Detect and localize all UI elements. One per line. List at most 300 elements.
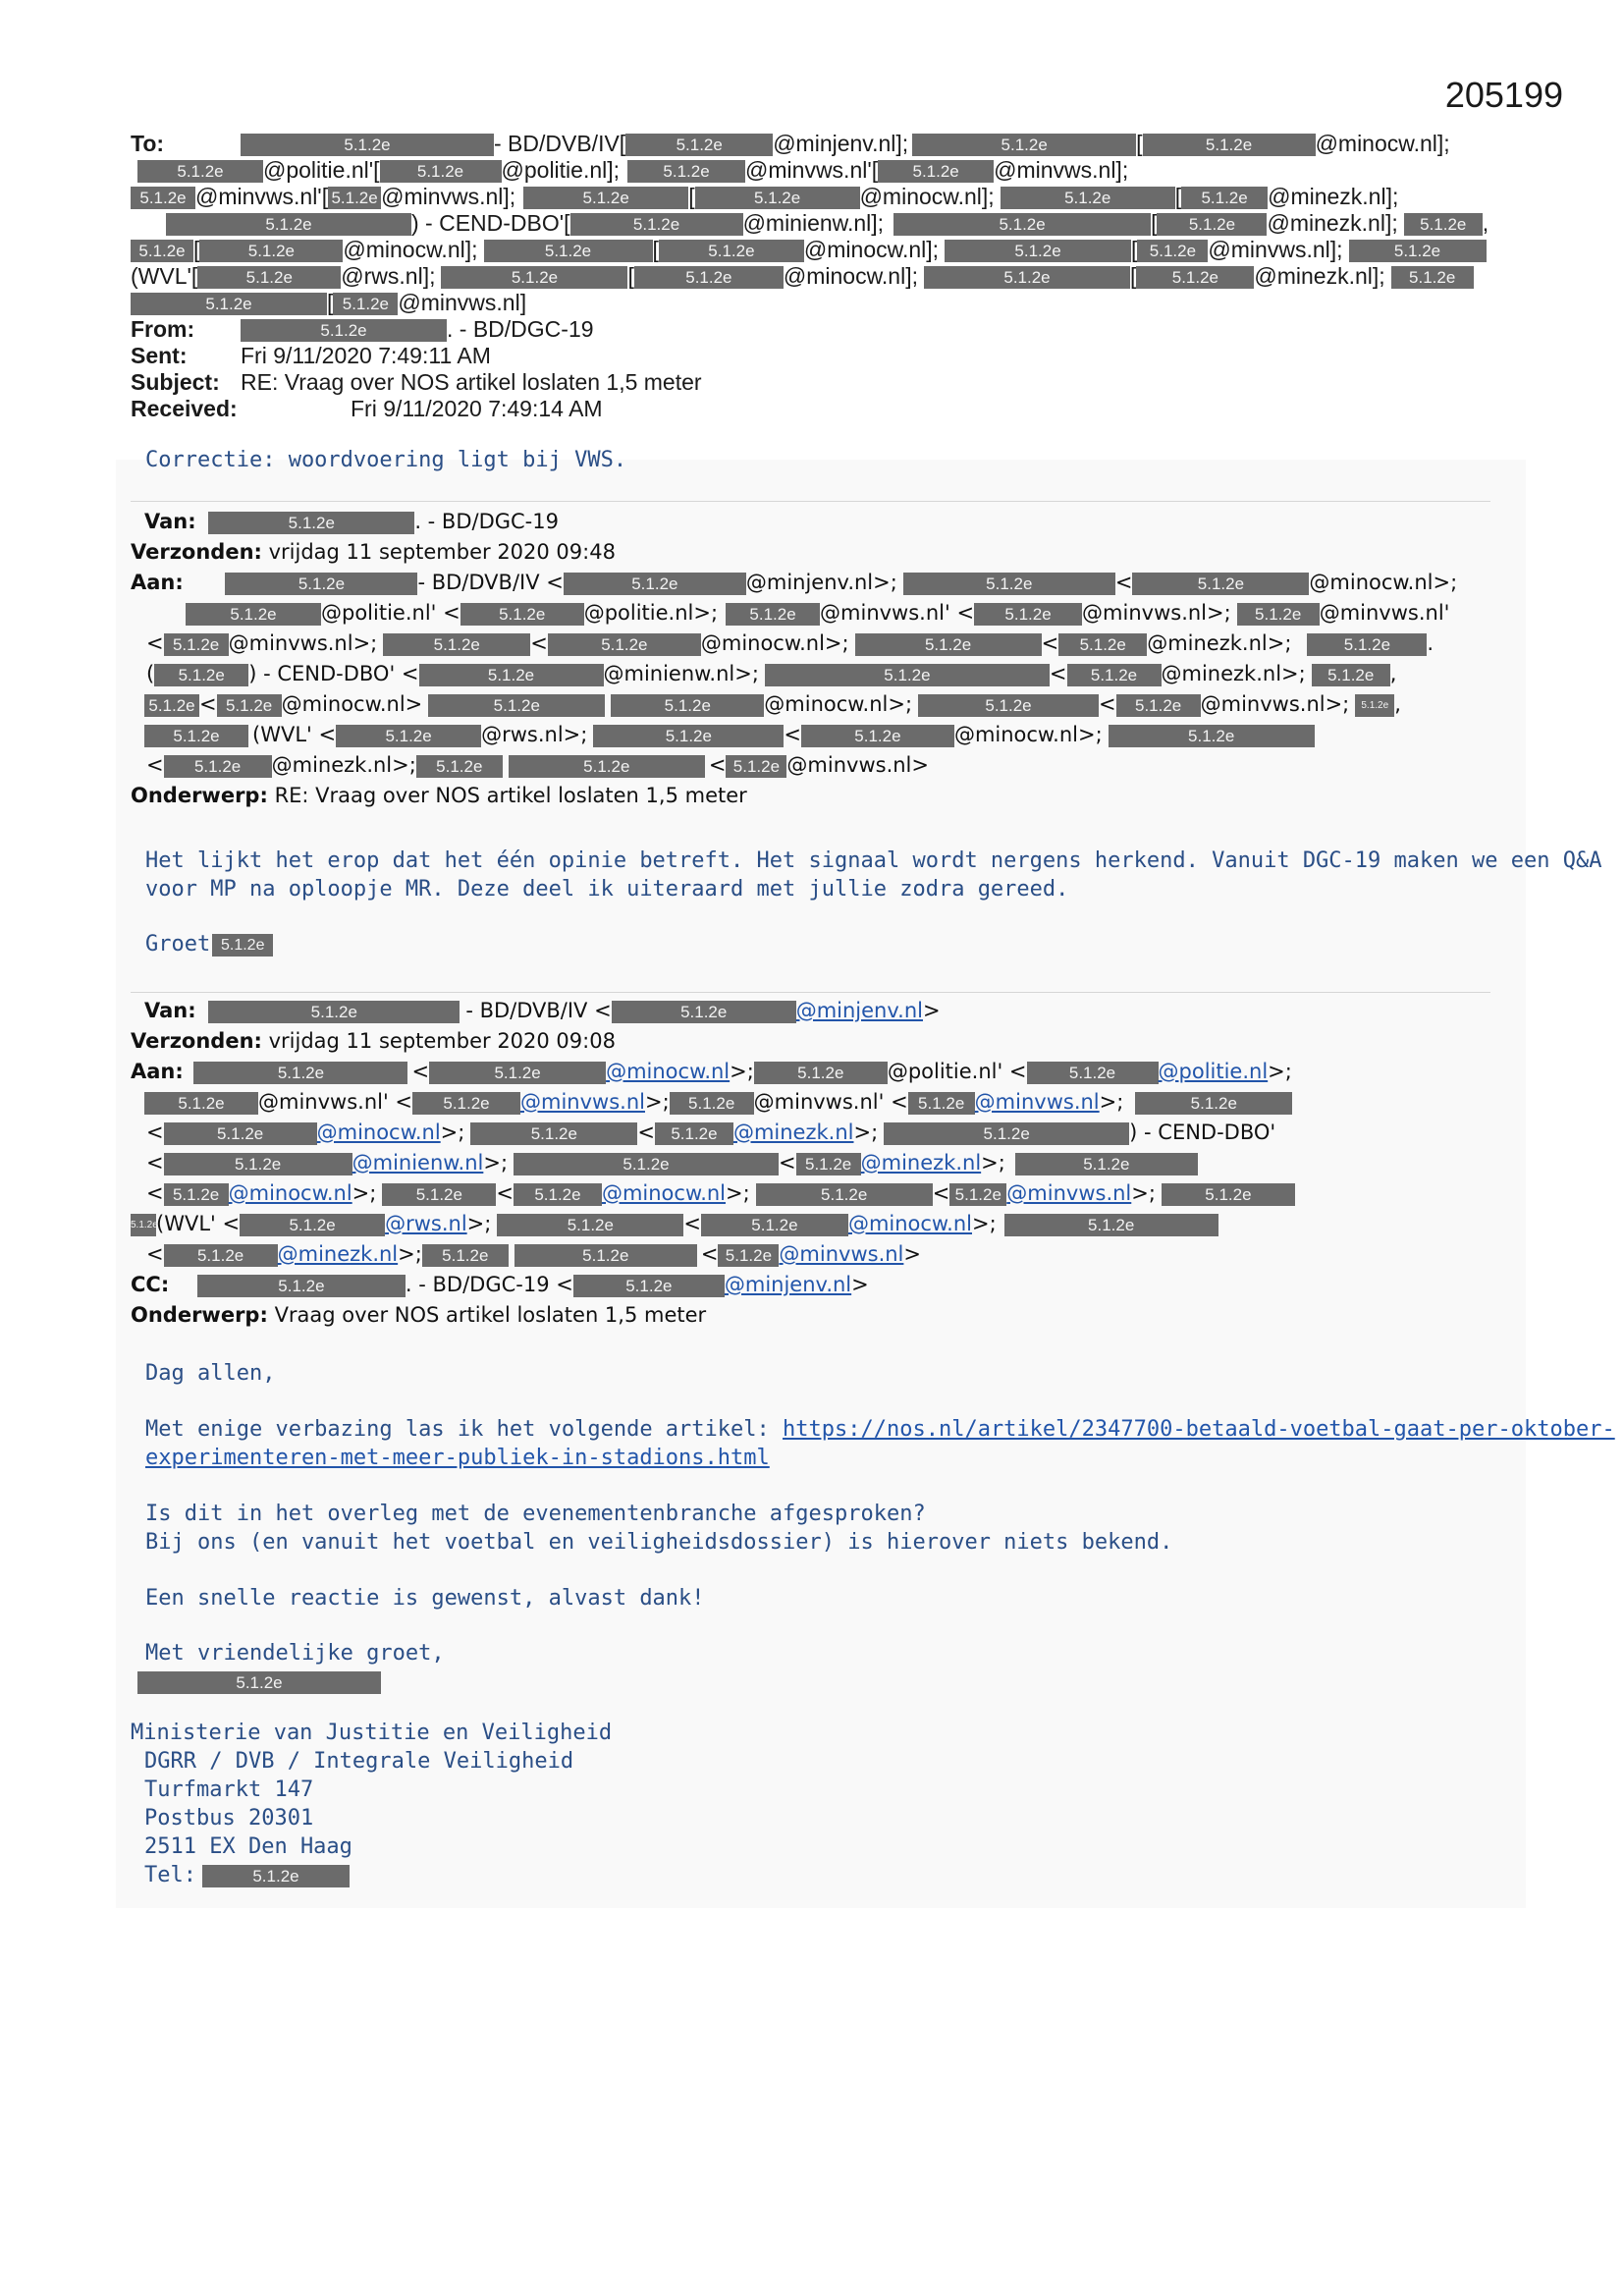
redaction: 5.1.2e — [144, 725, 248, 747]
recipient-text: >; — [1131, 1181, 1156, 1205]
recipient-text: < — [530, 631, 548, 655]
onderwerp-value: Vraag over NOS artikel loslaten 1,5 meter — [274, 1303, 707, 1327]
redaction: 5.1.2e — [1391, 266, 1474, 289]
aan-row — [131, 1209, 1505, 1239]
recipient-text: >; — [644, 1090, 670, 1114]
redaction: 5.1.2e — [202, 1865, 350, 1887]
redaction: 5.1.2e — [382, 1183, 496, 1206]
recipient-text: ) - CEND-DBO'[ — [411, 210, 570, 236]
aan-row — [131, 689, 1505, 720]
redaction: 5.1.2e — [625, 134, 773, 156]
recipient-text: [ — [1151, 210, 1158, 236]
redaction: 5.1.2e — [497, 1214, 683, 1236]
to-row — [131, 210, 1510, 237]
redaction: 5.1.2e — [1349, 240, 1487, 262]
redaction: 5.1.2e — [924, 266, 1130, 289]
redaction: 5.1.2e — [1015, 1153, 1198, 1175]
recipient-text: @minocw.nl]; — [783, 263, 918, 289]
signature-street: Turfmarkt 147 — [144, 1777, 314, 1802]
redaction: 5.1.2e — [131, 187, 195, 209]
recipient-text: >; — [730, 1060, 754, 1083]
redaction: 5.1.2e — [164, 1183, 229, 1206]
redaction: 5.1.2e — [570, 213, 743, 236]
redaction: 5.1.2e — [514, 1244, 697, 1267]
redaction: 5.1.2e — [429, 1062, 606, 1084]
redaction: 5.1.2e — [131, 240, 193, 262]
email-link[interactable]: @minvws.nl — [974, 1090, 1100, 1114]
redaction: 5.1.2e — [912, 134, 1136, 156]
email-link[interactable]: @minezk.nl — [732, 1121, 854, 1144]
recipient-text: >; — [440, 1121, 465, 1144]
recipient-text: @minezk.nl>; — [1147, 631, 1292, 655]
redaction: 5.1.2e — [1312, 664, 1390, 686]
divider — [131, 992, 1490, 993]
redaction: 5.1.2e — [1181, 187, 1268, 209]
recipient-text: @minocw.nl> — [281, 692, 423, 716]
to-row — [131, 131, 1510, 157]
redaction: 5.1.2e — [627, 160, 745, 183]
recipient-text: @minezk.nl]; — [1268, 184, 1399, 209]
recipient-text: @minezk.nl]; — [1254, 263, 1385, 289]
paragraph-1 — [145, 1415, 1615, 1444]
recipient-text: @minienw.nl]; — [742, 210, 885, 236]
recipient-text: >; — [352, 1181, 377, 1205]
recipient-text: @minvws.nl> — [786, 753, 929, 777]
redaction: 5.1.2e — [754, 1062, 888, 1084]
recipient-text: [ — [688, 184, 695, 209]
recipient-text: [ — [1174, 184, 1182, 209]
redaction: 5.1.2e — [419, 664, 604, 686]
redaction: 5.1.2e — [655, 1122, 733, 1145]
redaction: 5.1.2e — [199, 240, 343, 262]
recipient-text: < — [637, 1121, 655, 1144]
email-link[interactable]: @rws.nl — [385, 1212, 467, 1235]
recipient-text: @minocw.nl]; — [859, 184, 995, 209]
message-body-3 — [145, 1359, 1615, 1696]
redaction: 5.1.2e — [197, 266, 341, 289]
redaction: 5.1.2e — [1067, 664, 1162, 686]
sender-name-row — [145, 1667, 1615, 1696]
redaction: 5.1.2e — [908, 1092, 975, 1115]
redaction: 5.1.2e — [164, 755, 272, 778]
redaction: 5.1.2e — [164, 633, 229, 656]
recipient-text: [ — [193, 237, 200, 262]
to-row — [131, 237, 1510, 263]
aan-row — [131, 1118, 1505, 1148]
redaction: 5.1.2e — [1109, 725, 1315, 747]
recipient-text: - BD/DVB/IV[ — [494, 131, 626, 156]
verzonden-label: Verzonden: — [131, 1029, 262, 1053]
van-value: - BD/DVB/IV < — [465, 999, 612, 1022]
email-link[interactable]: @minjenv.nl — [724, 1273, 852, 1296]
redaction: 5.1.2e — [1136, 266, 1254, 289]
redaction: 5.1.2e — [336, 725, 481, 747]
redaction: 5.1.2e — [1162, 1183, 1295, 1206]
email-link[interactable]: @minvws.nl — [779, 1242, 904, 1266]
redaction: 5.1.2e — [573, 1275, 725, 1297]
redaction: 5.1.2e — [1004, 1214, 1218, 1236]
redaction: 5.1.2e — [241, 134, 494, 156]
redaction: 5.1.2e — [208, 512, 414, 534]
redaction: 5.1.2e — [137, 160, 263, 183]
p1-text: Met enige verbazing las ik het volgende artikel: — [145, 1417, 784, 1442]
recipient-text: ) - CEND-DBO' < — [248, 662, 419, 685]
redaction: 5.1.2e — [974, 603, 1082, 626]
p2-line: Bij ons (en vanuit het voetbal en veiligheidsdossier) is hierover niets bekend. — [145, 1530, 1173, 1555]
recipient-text: (WVL'[ — [131, 263, 198, 289]
recipient-text: (WVL' < — [156, 1212, 241, 1235]
verzonden-value: vrijdag 11 september 2020 09:08 — [268, 1029, 616, 1053]
redaction: 5.1.2e — [1001, 187, 1175, 209]
onderwerp-label: Onderwerp: — [131, 784, 268, 807]
aan-row — [131, 568, 1505, 598]
redaction: 5.1.2e — [701, 1214, 848, 1236]
recipient-text: @minvws.nl] — [398, 290, 527, 315]
recipient-text: @minvws.nl' < — [820, 601, 975, 625]
recipient-text: . — [1427, 631, 1435, 655]
aan-row — [131, 629, 1505, 659]
recipient-text: - BD/DVB/IV < — [417, 571, 564, 594]
redaction: 5.1.2e — [1137, 240, 1208, 262]
aan-row — [131, 720, 1505, 750]
closing: Met vriendelijke groet, — [145, 1641, 445, 1666]
recipient-text: @minvws.nl>; — [1200, 692, 1350, 716]
article-link[interactable]: https://nos.nl/artikel/2347700-betaald-voetbal-gaat-per-oktober- — [783, 1417, 1615, 1442]
recipient-text: < — [1099, 692, 1116, 716]
redaction: 5.1.2e — [484, 240, 653, 262]
redaction: 5.1.2e — [328, 187, 381, 209]
recipient-text: < — [146, 1151, 164, 1175]
to-label: To: — [131, 131, 165, 156]
recipient-text: < — [779, 1151, 796, 1175]
redaction: 5.1.2e — [1116, 694, 1201, 717]
redaction: 5.1.2e — [144, 1092, 258, 1115]
recipient-text: @politie.nl]; — [501, 157, 621, 183]
redaction: 5.1.2e — [193, 1062, 407, 1084]
redaction: 5.1.2e — [225, 573, 417, 595]
redaction: 5.1.2e — [514, 1153, 779, 1175]
redaction: 5.1.2e — [564, 573, 746, 595]
from-row — [131, 316, 1510, 343]
message-header-2 — [131, 507, 1505, 811]
redaction: 5.1.2e — [514, 1183, 602, 1206]
redaction: 5.1.2e — [523, 187, 688, 209]
redaction: 5.1.2e — [1027, 1062, 1159, 1084]
signature-org: Ministerie van Justitie en Veiligheid — [131, 1721, 613, 1745]
recipient-text: @minjenv.nl>; — [745, 571, 897, 594]
recipient-text: @minvws.nl' < — [258, 1090, 413, 1114]
redaction: 5.1.2e — [634, 266, 784, 289]
recipient-text: @minienw.nl>; — [603, 662, 759, 685]
redaction: 5.1.2e — [945, 240, 1131, 262]
email-link[interactable]: @minocw.nl — [606, 1060, 731, 1083]
sent-value: Fri 9/11/2020 7:49:11 AM — [241, 343, 491, 368]
recipient-text: @minocw.nl>; — [1309, 571, 1458, 594]
redaction: 5.1.2e — [903, 573, 1115, 595]
aan-row — [131, 1178, 1505, 1209]
from-value: . - BD/DGC-19 — [447, 316, 594, 342]
redaction: 5.1.2e — [1058, 633, 1147, 656]
recipient-text: @minocw.nl]; — [803, 237, 940, 262]
recipient-text: < — [146, 753, 164, 777]
redaction: 5.1.2e — [1237, 603, 1320, 626]
email-link[interactable]: @minvws.nl — [1006, 1181, 1132, 1205]
redaction: 5.1.2e — [412, 1092, 520, 1115]
cc-row — [131, 1270, 1505, 1300]
verzonden-row — [131, 1026, 1505, 1057]
subject-label: Subject: — [131, 369, 220, 395]
redaction: 5.1.2e — [240, 1214, 385, 1236]
redaction: 5.1.2e — [137, 1671, 381, 1694]
recipient-text: < — [496, 1181, 514, 1205]
redaction: 5.1.2e — [131, 293, 327, 315]
subject-row — [131, 369, 1510, 396]
redaction: 5.1.2e — [695, 187, 860, 209]
email-link[interactable]: @minvws.nl — [520, 1090, 645, 1114]
email-link[interactable]: @minjenv.nl — [795, 999, 923, 1022]
redaction: 5.1.2e — [164, 1153, 352, 1175]
recipient-text: < — [708, 753, 727, 777]
redaction: 5.1.2e — [428, 694, 605, 717]
recipient-text: >; — [466, 1212, 492, 1235]
sent-label: Sent: — [131, 343, 188, 368]
article-link[interactable]: experimenteren-met-meer-publiek-in-stadions.html — [145, 1446, 770, 1470]
email-link[interactable]: @minocw.nl — [228, 1181, 352, 1205]
redaction: 5.1.2e — [1404, 213, 1483, 236]
recipient-text: , — [1394, 692, 1401, 716]
p2-line: Is dit in het overleg met de evenementenbranche afgesproken? — [145, 1502, 926, 1526]
recipient-text: [ — [627, 263, 634, 289]
redaction: 5.1.2e — [659, 240, 804, 262]
redaction: 5.1.2e — [878, 160, 994, 183]
recipient-text: @politie.nl>; — [583, 601, 719, 625]
cc-end: > — [851, 1273, 869, 1296]
aan-label: Aan: — [131, 1060, 184, 1083]
recipient-text: ( — [146, 662, 155, 685]
redaction: 5.1.2e — [548, 633, 701, 656]
recipient-text: @politie.nl' < — [887, 1060, 1027, 1083]
redaction: 5.1.2e — [670, 1092, 754, 1115]
salutation: Dag allen, — [145, 1361, 276, 1386]
recipient-text: [ — [1136, 131, 1143, 156]
recipient-text: < — [700, 1242, 719, 1266]
recipient-text: @minvws.nl' < — [753, 1090, 908, 1114]
aan-row — [131, 659, 1505, 689]
recipient-text: [ — [1130, 263, 1137, 289]
redaction: 5.1.2e — [441, 266, 627, 289]
divider — [131, 501, 1490, 502]
recipient-text: < — [411, 1060, 430, 1083]
to-row — [131, 157, 1510, 184]
email-link[interactable]: @minocw.nl — [847, 1212, 972, 1235]
onderwerp-value: RE: Vraag over NOS artikel loslaten 1,5 meter — [274, 784, 747, 807]
recipient-text: @politie.nl'[ — [263, 157, 380, 183]
redaction: 5.1.2e — [884, 1122, 1129, 1145]
p3: Een snelle reactie is gewenst, alvast dank! — [145, 1586, 705, 1611]
verzonden-value: vrijdag 11 september 2020 09:48 — [268, 540, 616, 564]
recipient-text: < — [146, 1242, 164, 1266]
outer-email-header — [131, 131, 1510, 422]
onderwerp-label: Onderwerp: — [131, 1303, 268, 1327]
recipient-text: >; — [1268, 1060, 1292, 1083]
aan-row — [131, 1087, 1505, 1118]
correction-text: Correctie: woordvoering ligt bij VWS. — [145, 448, 627, 472]
redaction: 5.1.2e — [893, 213, 1151, 236]
recipient-text: @minvws.nl]; — [1208, 237, 1343, 262]
recipient-text: > — [903, 1242, 921, 1266]
greeting-row — [145, 930, 1601, 958]
redaction: 5.1.2e — [131, 1214, 156, 1236]
redaction: 5.1.2e — [186, 603, 321, 626]
verzonden-row — [131, 537, 1505, 568]
recipient-text: @politie.nl' < — [321, 601, 460, 625]
recipient-text: @minocw.nl>; — [764, 692, 913, 716]
redaction: 5.1.2e — [765, 664, 1050, 686]
redaction: 5.1.2e — [144, 694, 199, 717]
aan-label: Aan: — [131, 571, 184, 594]
van-row — [131, 996, 1505, 1026]
redaction: 5.1.2e — [1132, 573, 1309, 595]
redaction: 5.1.2e — [164, 1244, 278, 1267]
recipient-text: , — [1482, 210, 1489, 236]
van-value: . - BD/DGC-19 — [414, 510, 559, 533]
recipient-text: @minocw.nl>; — [953, 723, 1103, 746]
aan-row — [131, 1148, 1505, 1178]
redaction: 5.1.2e — [801, 725, 954, 747]
body-line: Het lijkt het erop dat het één opinie betreft. Het signaal wordt nergens herkend. Vanuit DGC-19 maken we een Q&A — [145, 848, 1602, 873]
recipient-text: @minvws.nl'[ — [195, 184, 329, 209]
aan-row — [131, 1239, 1505, 1270]
redaction: 5.1.2e — [509, 755, 705, 778]
aan-row — [131, 750, 1505, 781]
document-number: 205199 — [1444, 75, 1563, 115]
recipient-text: [ — [1131, 237, 1138, 262]
recipient-text: ) - CEND-DBO' — [1129, 1121, 1276, 1144]
recipient-text: < — [932, 1181, 950, 1205]
redaction: 5.1.2e — [166, 213, 411, 236]
redaction: 5.1.2e — [1355, 694, 1394, 717]
recipient-text: < — [1049, 662, 1067, 685]
recipient-text: < — [146, 1181, 164, 1205]
signature-postbus: Postbus 20301 — [144, 1806, 314, 1831]
recipient-text: >; — [398, 1242, 422, 1266]
recipient-text: >; — [853, 1121, 879, 1144]
signature-dept: DGRR / DVB / Integrale Veiligheid — [144, 1749, 574, 1774]
redaction: 5.1.2e — [1307, 633, 1427, 656]
to-row — [131, 184, 1510, 210]
redaction: 5.1.2e — [422, 1244, 509, 1267]
signature-city: 2511 EX Den Haag — [144, 1834, 352, 1859]
verzonden-label: Verzonden: — [131, 540, 262, 564]
redaction: 5.1.2e — [164, 1122, 317, 1145]
van-end: > — [922, 999, 941, 1022]
recipient-text: @minvws.nl>; — [228, 631, 378, 655]
email-link[interactable]: @politie.nl — [1158, 1060, 1269, 1083]
to-row — [131, 290, 1510, 316]
recipient-text: @minocw.nl]; — [343, 237, 478, 262]
redaction: 5.1.2e — [333, 293, 398, 315]
recipient-text: @minvws.nl'[ — [745, 157, 879, 183]
recipient-text: < — [1041, 631, 1059, 655]
signature — [131, 1719, 612, 1889]
redaction: 5.1.2e — [611, 694, 764, 717]
recipient-text: >; — [1099, 1090, 1124, 1114]
recipient-text: < — [784, 723, 801, 746]
recipient-text: < — [1114, 571, 1133, 594]
recipient-text: @minezk.nl>; — [271, 753, 416, 777]
tel-label: Tel: — [144, 1863, 196, 1887]
recipient-text: @rws.nl]; — [341, 263, 436, 289]
recipient-text: @minvws.nl' — [1319, 601, 1450, 625]
redaction: 5.1.2e — [718, 1244, 779, 1267]
message-body-2 — [145, 847, 1601, 958]
recipient-text: @minvws.nl]; — [994, 157, 1129, 183]
recipient-text: < — [683, 1212, 701, 1235]
redaction: 5.1.2e — [380, 160, 502, 183]
redaction: 5.1.2e — [726, 755, 786, 778]
recipient-text: >; — [483, 1151, 509, 1175]
recipient-text: @minezk.nl]; — [1267, 210, 1398, 236]
greeting: Groet — [145, 932, 211, 957]
signature-tel-row — [131, 1861, 612, 1889]
recipient-text: @minvws.nl>; — [1082, 601, 1231, 625]
email-link[interactable]: @minocw.nl — [601, 1181, 727, 1205]
recipient-text: @minocw.nl]; — [1315, 131, 1450, 156]
recipient-text: < — [146, 1121, 164, 1144]
recipient-text: @rws.nl>; — [481, 723, 588, 746]
sent-row — [131, 343, 1510, 369]
recipient-text: >; — [972, 1212, 997, 1235]
redaction: 5.1.2e — [1135, 1092, 1292, 1115]
redaction: 5.1.2e — [208, 1001, 460, 1023]
recipient-text: @minvws.nl]; — [381, 184, 516, 209]
redaction: 5.1.2e — [212, 934, 273, 957]
redaction: 5.1.2e — [796, 1153, 861, 1175]
received-value: Fri 9/11/2020 7:49:14 AM — [351, 396, 603, 421]
onderwerp-row — [131, 1300, 1505, 1331]
subject-value: RE: Vraag over NOS artikel loslaten 1,5 meter — [241, 369, 702, 395]
recipient-text: < — [146, 631, 164, 655]
van-label: Van: — [144, 510, 196, 533]
email-link[interactable]: @minezk.nl — [277, 1242, 399, 1266]
email-link[interactable]: @minienw.nl — [352, 1151, 484, 1175]
recipient-text: , — [1389, 662, 1397, 685]
redaction: 5.1.2e — [756, 1183, 933, 1206]
van-row — [131, 507, 1505, 537]
redaction: 5.1.2e — [197, 1275, 406, 1297]
email-link[interactable]: @minezk.nl — [860, 1151, 982, 1175]
redaction: 5.1.2e — [460, 603, 584, 626]
recipient-text: @minocw.nl>; — [700, 631, 849, 655]
redaction: 5.1.2e — [241, 319, 447, 342]
redaction: 5.1.2e — [726, 603, 820, 626]
aan-row — [131, 598, 1505, 629]
van-label: Van: — [144, 999, 196, 1022]
redaction: 5.1.2e — [1157, 213, 1267, 236]
received-row — [131, 396, 1510, 422]
recipient-text: >; — [981, 1151, 1005, 1175]
aan-row — [131, 1057, 1505, 1087]
email-link[interactable]: @minocw.nl — [316, 1121, 441, 1144]
message-header-3 — [131, 996, 1505, 1331]
redaction: 5.1.2e — [612, 1001, 796, 1023]
redaction: 5.1.2e — [154, 664, 248, 686]
redaction: 5.1.2e — [416, 755, 503, 778]
recipient-text: < — [199, 692, 217, 716]
to-row — [131, 263, 1510, 290]
received-label: Received: — [131, 396, 238, 421]
redaction: 5.1.2e — [855, 633, 1042, 656]
